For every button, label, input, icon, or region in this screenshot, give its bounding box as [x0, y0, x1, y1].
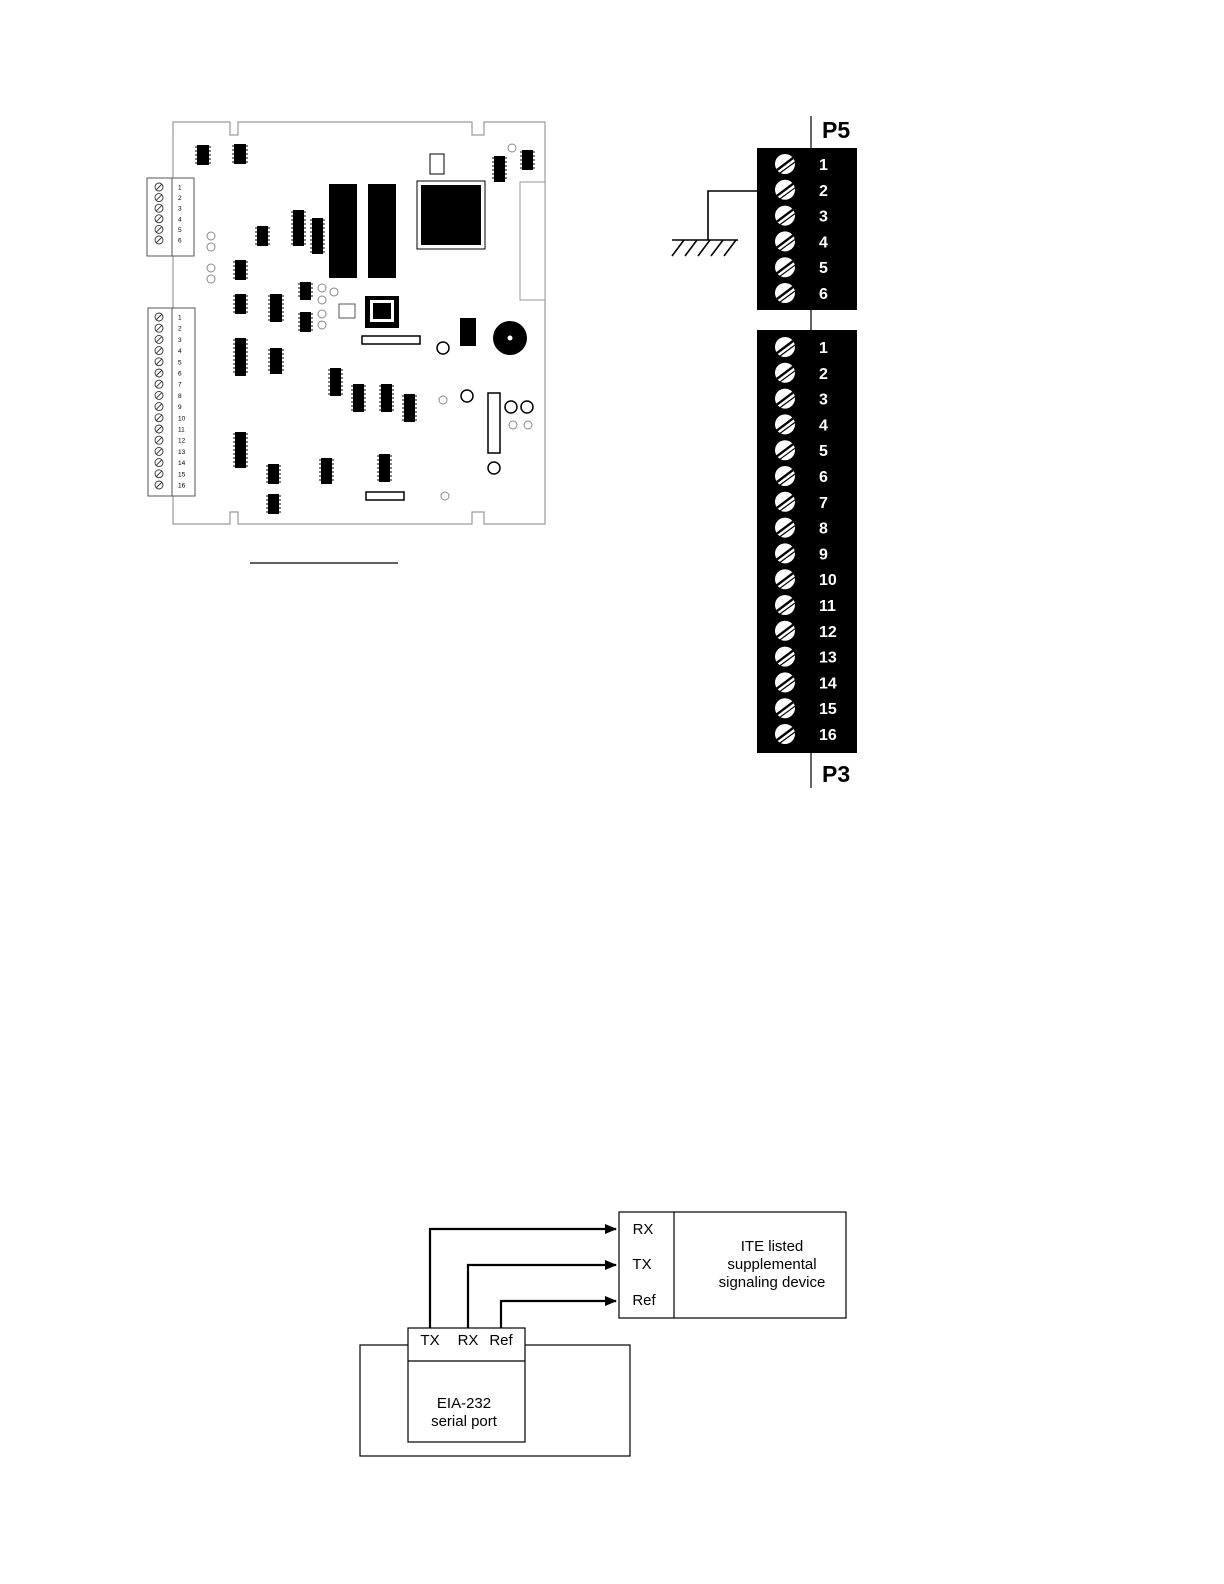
board-p3-small-pin-label: 14 — [178, 460, 186, 468]
p5-label: P5 — [822, 117, 851, 143]
p3-pin-label: 3 — [819, 391, 828, 409]
board-p3-small-pin-label: 10 — [178, 415, 186, 423]
board-p5-small-pin-label: 4 — [178, 216, 182, 224]
p3-label: P3 — [822, 761, 851, 787]
device-label-line2: supplemental — [727, 1256, 817, 1273]
board-p3-small-pin-label: 15 — [178, 471, 186, 479]
p5-pin-label: 1 — [819, 157, 828, 174]
wire-tx-to-rx — [430, 1229, 616, 1328]
serial-port-label-line2: serial port — [431, 1413, 497, 1430]
p3-pin-label: 1 — [819, 340, 828, 357]
p3-pin-label: 5 — [819, 443, 828, 461]
p3-pin-label: 7 — [819, 494, 828, 512]
board-p5-small-pin-label: 5 — [178, 226, 182, 234]
board-p3-small-pin-label: 9 — [178, 404, 182, 412]
p3-pin-label: 11 — [819, 598, 836, 615]
board-p3-small-pin-label: 5 — [178, 359, 182, 367]
p5-pin-label: 4 — [819, 234, 828, 252]
p3-pin-label: 12 — [819, 623, 837, 641]
wire-rx-to-tx — [468, 1265, 616, 1328]
device-label-line1: ITE listed — [740, 1238, 804, 1255]
p3-pin-label: 9 — [819, 546, 828, 564]
board-p3-small-pin-label: 1 — [178, 314, 182, 322]
p5-pin-label: 6 — [819, 286, 828, 303]
p3-pin-label: 8 — [819, 520, 828, 538]
p3-pin-label: 6 — [819, 469, 828, 486]
panel-pin-tx: TX — [420, 1332, 440, 1349]
board-p5-small-pin-label: 1 — [178, 184, 182, 192]
board-p3-small-pin-label: 11 — [178, 426, 185, 434]
panel-pin-ref: Ref — [489, 1332, 513, 1349]
board-p3-small-pin-label: 7 — [178, 381, 182, 389]
board-p3-small-pin-label: 4 — [178, 348, 182, 356]
p5-pin-label: 2 — [819, 182, 828, 200]
p5-pin-label: 5 — [819, 260, 828, 278]
board-p5-small-pin-label: 6 — [178, 237, 182, 245]
board-p3-small-pin-label: 8 — [178, 392, 182, 400]
panel-pin-rx: RX — [457, 1332, 479, 1349]
p3-pin-label: 16 — [819, 727, 837, 744]
p3-pin-label: 13 — [819, 649, 837, 667]
board-p3-small-pin-label: 16 — [178, 482, 186, 490]
board-p3-small-pin-label: 2 — [178, 325, 182, 333]
device-pin-tx: TX — [632, 1256, 652, 1273]
device-pin-ref: Ref — [632, 1292, 656, 1309]
device-label-line3: signaling device — [718, 1274, 826, 1291]
board-p3-small-pin-label: 13 — [178, 448, 186, 456]
board-p5-small-pin-label: 3 — [178, 205, 182, 213]
p5-pin-label: 3 — [819, 208, 828, 226]
board-p3-small-pin-label: 3 — [178, 336, 182, 344]
p3-pin-label: 2 — [819, 365, 828, 383]
board-p3-small-pin-label: 12 — [178, 437, 186, 445]
p3-pin-label: 14 — [819, 675, 837, 693]
wire-ref-to-ref — [501, 1301, 616, 1328]
p3-pin-label: 4 — [819, 417, 828, 435]
board-p3-small-pin-label: 6 — [178, 370, 182, 378]
serial-port-label-line1: EIA-232 — [436, 1395, 492, 1412]
p3-pin-label: 10 — [819, 572, 837, 590]
board-p5-small-pin-label: 2 — [178, 195, 182, 203]
p3-pin-label: 15 — [819, 701, 837, 719]
device-pin-rx: RX — [632, 1221, 654, 1238]
